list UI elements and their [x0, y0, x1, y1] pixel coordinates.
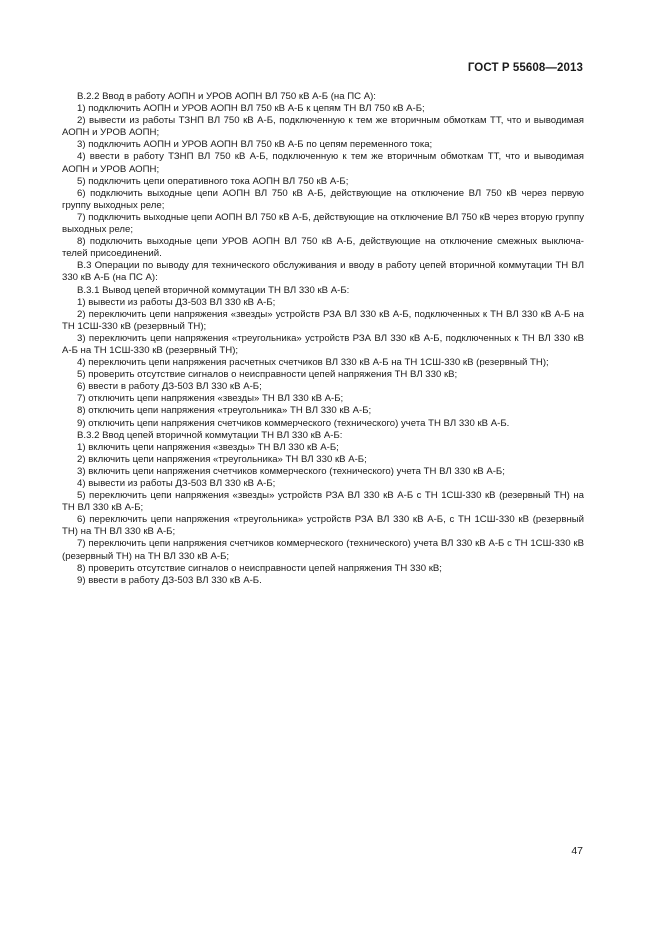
document-body	[62, 91, 584, 587]
list-item: 8) подключить выходные цепи УРОВ АОПН ВЛ 750 кВ А-Б, действующие на отключение смежных выключа-телей присоединений.	[62, 236, 584, 260]
list-item: 7) переключить цепи напряжения счетчиков коммерческого (технического) учета ВЛ 330 кВ А-Б с ТН 1СШ-330 кВ (резервный ТН) на ТН ВЛ 330 кВ А-Б;	[62, 538, 584, 562]
list-item: 2) включить цепи напряжения «треугольника» ТН ВЛ 330 кВ А-Б;	[77, 453, 367, 465]
list-item: 1) вывести из работы ДЗ-503 ВЛ 330 кВ А-Б;	[77, 296, 276, 308]
list-item: 8) отключить цепи напряжения «треугольника» ТН ВЛ 330 кВ А-Б;	[77, 405, 372, 417]
list-item: 8) проверить отсутствие сигналов о неисправности цепей напряжения ТН 330 кВ;	[77, 562, 442, 574]
section-heading-b-3-2: В.3.2 Ввод цепей вторичной коммутации ТН ВЛ 330 кВ А-Б:	[77, 429, 343, 441]
document-code-header: ГОСТ Р 55608—2013	[467, 62, 583, 74]
list-item: 9) ввести в работу ДЗ-503 ВЛ 330 кВ А-Б.	[77, 574, 262, 586]
list-item: 5) проверить отсутствие сигналов о неисправности цепей напряжения ТН ВЛ 330 кВ;	[77, 369, 458, 381]
list-item: 1) подключить АОПН и УРОВ АОПН ВЛ 750 кВ А-Б к цепям ТН ВЛ 750 кВ А-Б;	[77, 103, 425, 115]
section-heading-b-3-1: В.3.1 Вывод цепей вторичной коммутации ТН ВЛ 330 кВ А-Б:	[77, 284, 350, 296]
list-item: 4) ввести в работу ТЗНП ВЛ 750 кВ А-Б, подключенную к тем же вторичным обмоткам ТТ, что и выводимая АОПН и УРОВ АОПН;	[62, 151, 584, 175]
section-heading-b-3: В.3 Операции по выводу для технического обслуживания и вводу в работу цепей вторичной коммутации ТН ВЛ 330 кВ А-Б (на ПС А):	[62, 260, 584, 284]
section-heading-b-2-2: В.2.2 Ввод в работу АОПН и УРОВ АОПН ВЛ 750 кВ А-Б (на ПС А):	[77, 91, 376, 102]
list-item: 2) вывести из работы ТЗНП ВЛ 750 кВ А-Б, подключенную к тем же вторичным обмоткам ТТ, что и выводимая АОПН и УРОВ АОПН;	[62, 115, 584, 139]
list-item: 5) подключить цепи оперативного тока АОПН ВЛ 750 кВ А-Б;	[77, 175, 349, 187]
list-item: 9) отключить цепи напряжения счетчиков коммерческого (технического) учета ТН ВЛ 330 кВ А-Б.	[77, 417, 510, 429]
list-item: 3) подключить АОПН и УРОВ АОПН ВЛ 750 кВ А-Б по цепям переменного тока;	[77, 139, 433, 151]
list-item: 6) переключить цепи напряжения «треугольника» устройств РЗА ВЛ 330 кВ А-Б, с ТН 1СШ-330 кВ (резервный ТН) на ТН ВЛ 330 кВ А-Б;	[62, 514, 584, 538]
list-item: 7) подключить выходные цепи АОПН ВЛ 750 кВ А-Б, действующие на отключение ВЛ 750 кВ через вторую группу выходных реле;	[62, 211, 584, 236]
list-item: 6) ввести в работу ДЗ-503 ВЛ 330 кВ А-Б;	[77, 381, 262, 393]
list-item: 3) включить цепи напряжения счетчиков коммерческого (технического) учета ТН ВЛ 330 кВ А-Б;	[77, 465, 505, 477]
list-item: 7) отключить цепи напряжения «звезды» ТН ВЛ 330 кВ А-Б;	[77, 393, 344, 405]
list-item: 3) переключить цепи напряжения «треугольника» устройств РЗА ВЛ 330 кВ А-Б, подключенных к ТН ВЛ 330 кВ А-Б на ТН 1СШ-330 кВ (резервный ТН);	[62, 332, 584, 356]
list-item: 6) подключить выходные цепи АОПН ВЛ 750 кВ А-Б, действующие на отключение ВЛ 750 кВ через первую группу выходных реле;	[62, 187, 584, 211]
list-item: 4) переключить цепи напряжения расчетных счетчиков ВЛ 330 кВ А-Б на ТН 1СШ-330 кВ (резервный ТН);	[77, 357, 549, 369]
list-item: 1) включить цепи напряжения «звезды» ТН ВЛ 330 кВ А-Б;	[77, 441, 339, 453]
list-item: 4) вывести из работы ДЗ-503 ВЛ 330 кВ А-Б;	[77, 478, 276, 489]
list-item: 5) переключить цепи напряжения «звезды» устройств РЗА ВЛ 330 кВ А-Б с ТН 1СШ-330 кВ (резервный ТН) на ТН ВЛ 330 кВ А-Б;	[62, 490, 584, 514]
list-item: 2) переключить цепи напряжения «звезды» устройств РЗА ВЛ 330 кВ А-Б, подключенных к ТН ВЛ 330 кВ А-Б на ТН 1СШ-330 кВ (резервный ТН);	[62, 308, 584, 332]
page-number: 47	[571, 845, 583, 857]
